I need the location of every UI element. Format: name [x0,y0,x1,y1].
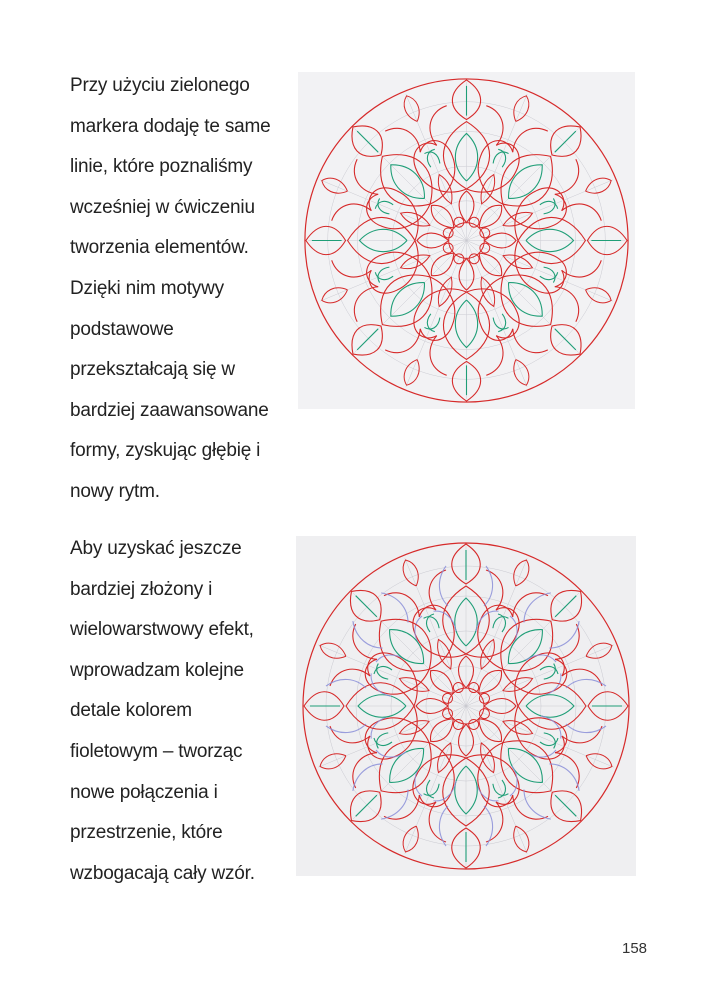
paragraph-violet-marker [70,529,295,894]
mandala-photo-green [298,72,635,409]
paragraph-green-marker [70,66,295,513]
text-line: nowe połączenia i [70,781,218,803]
text-line: nowy rytm. [70,480,160,502]
text-line: przestrzenie, które [70,822,223,844]
mandala-drawing [296,536,636,876]
text-line: Przy użyciu zielonego [70,75,250,96]
text-line: bardziej złożony i [70,578,213,600]
mandala-drawing [298,72,635,409]
text-line: Aby uzyskać jeszcze [70,538,242,559]
text-line: wcześniej w ćwiczeniu [70,196,255,218]
text-line: wzbogacają cały wzór. [70,862,255,884]
text-line: wprowadzam kolejne [70,659,244,681]
page-number: 158 [622,940,648,957]
text-line: bardziej zaawansowane [70,399,269,421]
text-line: tworzenia elementów. [70,237,249,259]
text-line: detale kolorem [70,700,192,722]
text-line: linie, które poznaliśmy [70,156,253,178]
text-line: Dzięki nim motywy [70,277,224,299]
text-line: podstawowe [70,318,174,340]
mandala-photo-violet [296,536,636,876]
text-line: markera dodaję te same [70,115,271,137]
text-line: fioletowym – tworząc [70,740,243,762]
text-line: wielowarstwowy efekt, [70,619,254,641]
text-line: przekształcają się w [70,359,235,381]
text-line: formy, zyskując głębię i [70,440,261,462]
